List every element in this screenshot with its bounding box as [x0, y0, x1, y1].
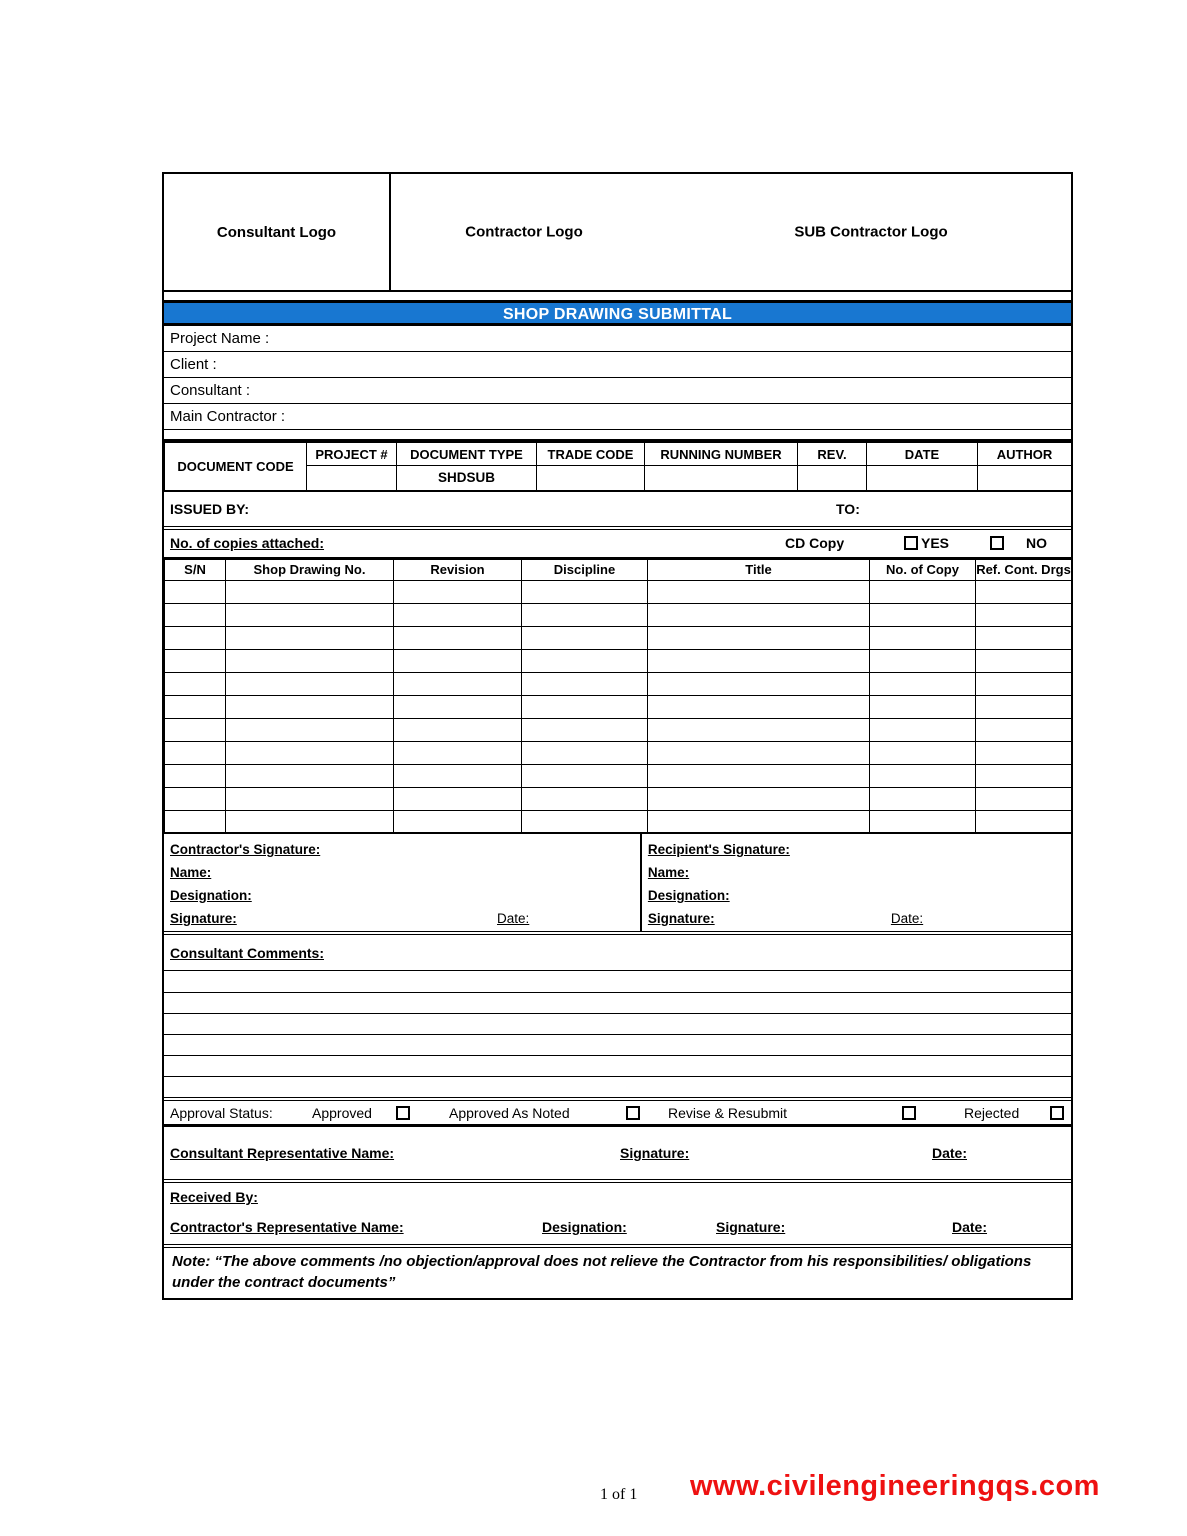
date-value[interactable]: [867, 466, 978, 491]
author-header: AUTHOR: [978, 443, 1072, 466]
contractor-date-label: Date:: [497, 911, 530, 926]
document-type-value[interactable]: SHDSUB: [397, 466, 537, 491]
discipline-header: Discipline: [522, 559, 648, 580]
empty-cell[interactable]: [394, 810, 522, 833]
empty-cell[interactable]: [870, 787, 976, 810]
rejected-checkbox[interactable]: [1050, 1106, 1064, 1120]
empty-cell[interactable]: [648, 603, 870, 626]
empty-cell[interactable]: [976, 718, 1072, 741]
subcontractor-logo-label: SUB Contractor Logo: [794, 223, 948, 241]
cd-copy-yes-checkbox[interactable]: [904, 536, 918, 550]
contractor-sign-label: Signature:: [170, 911, 237, 926]
empty-cell[interactable]: [522, 810, 648, 833]
revise-resubmit-checkbox[interactable]: [902, 1106, 916, 1120]
empty-cell[interactable]: [226, 649, 394, 672]
contractor-representative-row[interactable]: [164, 1210, 1071, 1248]
empty-cell[interactable]: [165, 764, 226, 787]
note-text: Note: “The above comments /no objection/approval does not relieve the Contractor from his responsibilities/ obligations under the contract documents”: [172, 1253, 1032, 1291]
comment-line[interactable]: [164, 1076, 1071, 1097]
empty-cell[interactable]: [394, 603, 522, 626]
rejected-label: Rejected: [964, 1104, 1020, 1121]
consultant-label: Consultant :: [170, 382, 251, 399]
empty-cell[interactable]: [870, 741, 976, 764]
running-number-header: RUNNING NUMBER: [645, 443, 798, 466]
date-header: DATE: [867, 443, 978, 466]
empty-cell[interactable]: [226, 695, 394, 718]
contractor-rep-date-label: Date:: [952, 1219, 988, 1235]
empty-cell[interactable]: [648, 626, 870, 649]
empty-cell[interactable]: [648, 695, 870, 718]
recipient-date-label: Date:: [890, 911, 924, 926]
empty-cell[interactable]: [648, 764, 870, 787]
empty-cell[interactable]: [394, 764, 522, 787]
consultant-rep-name-label: Consultant Representative Name:: [170, 1145, 395, 1161]
contractor-logo-label: Contractor Logo: [465, 223, 583, 241]
empty-cell[interactable]: [522, 695, 648, 718]
no-label: NO: [1026, 535, 1047, 551]
contractor-logos-cell: [391, 174, 1071, 290]
empty-cell[interactable]: [870, 603, 976, 626]
contractor-rep-signature-label: Signature:: [716, 1219, 786, 1235]
empty-cell[interactable]: [976, 741, 1072, 764]
empty-cell[interactable]: [165, 810, 226, 833]
consultant-comments-rows: [164, 971, 1071, 1101]
project-name-row[interactable]: [164, 326, 1071, 352]
project-number-header: PROJECT #: [307, 443, 397, 466]
yes-label: YES: [921, 535, 950, 551]
empty-cell[interactable]: [394, 580, 522, 603]
empty-cell[interactable]: [394, 741, 522, 764]
empty-cell[interactable]: [522, 603, 648, 626]
empty-cell[interactable]: [226, 626, 394, 649]
empty-cell[interactable]: [522, 764, 648, 787]
table-row: [165, 672, 1072, 695]
table-row: [165, 787, 1072, 810]
client-label: Client :: [170, 356, 217, 373]
header-spacer: [164, 292, 1071, 303]
consultant-comments-header: [164, 935, 1071, 971]
ref-cont-drgs-header: Ref. Cont. Drgs: [976, 559, 1072, 580]
empty-cell[interactable]: [976, 603, 1072, 626]
empty-cell[interactable]: [522, 718, 648, 741]
empty-cell[interactable]: [165, 695, 226, 718]
empty-cell[interactable]: [394, 672, 522, 695]
table-row: [165, 580, 1072, 603]
no-of-copy-header: No. of Copy: [870, 559, 976, 580]
consultant-comments-label: Consultant Comments:: [170, 944, 324, 961]
empty-cell[interactable]: [976, 626, 1072, 649]
empty-cell[interactable]: [648, 741, 870, 764]
comment-line[interactable]: [164, 1013, 1071, 1034]
empty-cell[interactable]: [226, 580, 394, 603]
empty-cell[interactable]: [648, 580, 870, 603]
running-number-value[interactable]: [645, 466, 798, 491]
project-number-value[interactable]: [307, 466, 397, 491]
empty-cell[interactable]: [394, 695, 522, 718]
comment-line[interactable]: [164, 992, 1071, 1013]
cd-copy-label: CD Copy: [785, 535, 845, 551]
shop-drawing-rows: [165, 580, 1072, 833]
table-row: [165, 741, 1072, 764]
copies-row[interactable]: [164, 530, 1071, 559]
author-value[interactable]: [978, 466, 1072, 491]
recipient-signature-title: Recipient's Signature:: [647, 842, 790, 857]
empty-cell[interactable]: [976, 695, 1072, 718]
shop-drawing-submittal-form: [162, 172, 1073, 1300]
empty-cell[interactable]: [870, 649, 976, 672]
approved-as-noted-label: Approved As Noted: [449, 1104, 570, 1121]
empty-cell[interactable]: [226, 603, 394, 626]
approved-label: Approved: [312, 1104, 372, 1121]
issued-by-row[interactable]: [164, 492, 1071, 530]
empty-cell[interactable]: [226, 810, 394, 833]
table-row: [165, 718, 1072, 741]
approved-checkbox[interactable]: [396, 1106, 410, 1120]
trade-code-value[interactable]: [537, 466, 645, 491]
consultant-row[interactable]: [164, 378, 1071, 404]
empty-cell[interactable]: [522, 626, 648, 649]
empty-cell[interactable]: [522, 672, 648, 695]
contractor-rep-name-label: Contractor's Representative Name:: [170, 1219, 404, 1235]
table-row: [165, 810, 1072, 833]
empty-cell[interactable]: [648, 649, 870, 672]
empty-cell[interactable]: [648, 810, 870, 833]
shop-drawing-table: [164, 559, 1072, 835]
shop-drawing-no-header: Shop Drawing No.: [226, 559, 394, 580]
comment-line[interactable]: [164, 971, 1071, 992]
approved-as-noted-checkbox[interactable]: [626, 1106, 640, 1120]
info-spacer: [164, 430, 1071, 442]
consultant-rep-signature-label: Signature:: [620, 1145, 690, 1161]
empty-cell[interactable]: [165, 580, 226, 603]
logo-header: [164, 174, 1071, 292]
empty-cell[interactable]: [870, 695, 976, 718]
empty-cell[interactable]: [165, 649, 226, 672]
issued-by-label: ISSUED BY:: [170, 500, 250, 517]
empty-cell[interactable]: [394, 626, 522, 649]
empty-cell[interactable]: [165, 626, 226, 649]
approval-status-row: [164, 1101, 1071, 1127]
client-row[interactable]: [164, 352, 1071, 378]
contractor-signature-block[interactable]: [164, 834, 642, 931]
empty-cell[interactable]: [394, 787, 522, 810]
rev-value[interactable]: [798, 466, 867, 491]
empty-cell[interactable]: [522, 741, 648, 764]
contractor-signature-title: Contractor's Signature:: [170, 842, 321, 857]
consultant-logo-cell: [164, 174, 391, 290]
empty-cell[interactable]: [976, 764, 1072, 787]
empty-cell[interactable]: [165, 741, 226, 764]
comment-line[interactable]: [164, 1034, 1071, 1055]
contractor-name-label: Name:: [170, 865, 212, 880]
approval-status-label: Approval Status:: [170, 1104, 273, 1121]
empty-cell[interactable]: [976, 649, 1072, 672]
empty-cell[interactable]: [394, 718, 522, 741]
empty-cell[interactable]: [648, 787, 870, 810]
table-row: [165, 649, 1072, 672]
rev-header: REV.: [798, 443, 867, 466]
main-contractor-label: Main Contractor :: [170, 408, 286, 425]
table-row: [165, 695, 1072, 718]
comment-line[interactable]: [164, 1055, 1071, 1076]
to-label: TO:: [836, 500, 860, 517]
recipient-designation-label: Designation:: [647, 888, 730, 903]
sn-header: S/N: [165, 559, 226, 580]
document-code-label: DOCUMENT CODE: [165, 443, 307, 491]
contractor-designation-label: Designation:: [170, 888, 252, 903]
document-code-table: [164, 442, 1072, 492]
consultant-rep-date-label: Date:: [932, 1145, 968, 1161]
empty-cell[interactable]: [165, 672, 226, 695]
copies-attached-label: No. of copies attached:: [170, 535, 325, 551]
empty-cell[interactable]: [522, 649, 648, 672]
empty-cell[interactable]: [870, 810, 976, 833]
recipient-name-label: Name:: [647, 865, 690, 880]
empty-cell[interactable]: [226, 764, 394, 787]
empty-cell[interactable]: [522, 787, 648, 810]
received-by-row[interactable]: [164, 1183, 1071, 1210]
empty-cell[interactable]: [165, 603, 226, 626]
empty-cell[interactable]: [870, 580, 976, 603]
empty-cell[interactable]: [976, 787, 1072, 810]
empty-cell[interactable]: [226, 741, 394, 764]
form-title: SHOP DRAWING SUBMITTAL: [164, 303, 1071, 326]
page-number: 1 of 1: [600, 1486, 638, 1503]
signatures-section: [164, 834, 1071, 935]
website-link[interactable]: www.civilengineeringqs.com: [690, 1470, 1100, 1502]
empty-cell[interactable]: [870, 626, 976, 649]
empty-cell[interactable]: [870, 718, 976, 741]
table-row: [165, 603, 1072, 626]
empty-cell[interactable]: [976, 810, 1072, 833]
empty-cell[interactable]: [226, 718, 394, 741]
contractor-rep-designation-label: Designation:: [542, 1219, 627, 1235]
empty-cell[interactable]: [165, 787, 226, 810]
recipient-sign-label: Signature:: [647, 911, 715, 926]
empty-cell[interactable]: [976, 580, 1072, 603]
empty-cell[interactable]: [870, 764, 976, 787]
consultant-logo-label: Consultant Logo: [216, 223, 337, 241]
empty-cell[interactable]: [870, 672, 976, 695]
empty-cell[interactable]: [648, 718, 870, 741]
document-type-header: DOCUMENT TYPE: [397, 443, 537, 466]
empty-cell[interactable]: [648, 672, 870, 695]
empty-cell[interactable]: [226, 672, 394, 695]
table-row: [165, 626, 1072, 649]
shop-drawing-table-header: [165, 559, 1072, 580]
project-name-label: Project Name :: [170, 330, 270, 347]
empty-cell[interactable]: [976, 672, 1072, 695]
trade-code-header: TRADE CODE: [537, 443, 645, 466]
main-contractor-row[interactable]: [164, 404, 1071, 430]
received-by-label: Received By:: [170, 1189, 258, 1205]
empty-cell[interactable]: [165, 718, 226, 741]
revise-resubmit-label: Revise & Resubmit: [668, 1104, 788, 1121]
empty-cell[interactable]: [394, 649, 522, 672]
empty-cell[interactable]: [226, 787, 394, 810]
recipient-signature-block[interactable]: [642, 834, 1071, 931]
table-row: [165, 764, 1072, 787]
title-header: Title: [648, 559, 870, 580]
cd-copy-no-checkbox[interactable]: [990, 536, 1004, 550]
consultant-representative-row[interactable]: [164, 1127, 1071, 1183]
revision-header: Revision: [394, 559, 522, 580]
empty-cell[interactable]: [522, 580, 648, 603]
